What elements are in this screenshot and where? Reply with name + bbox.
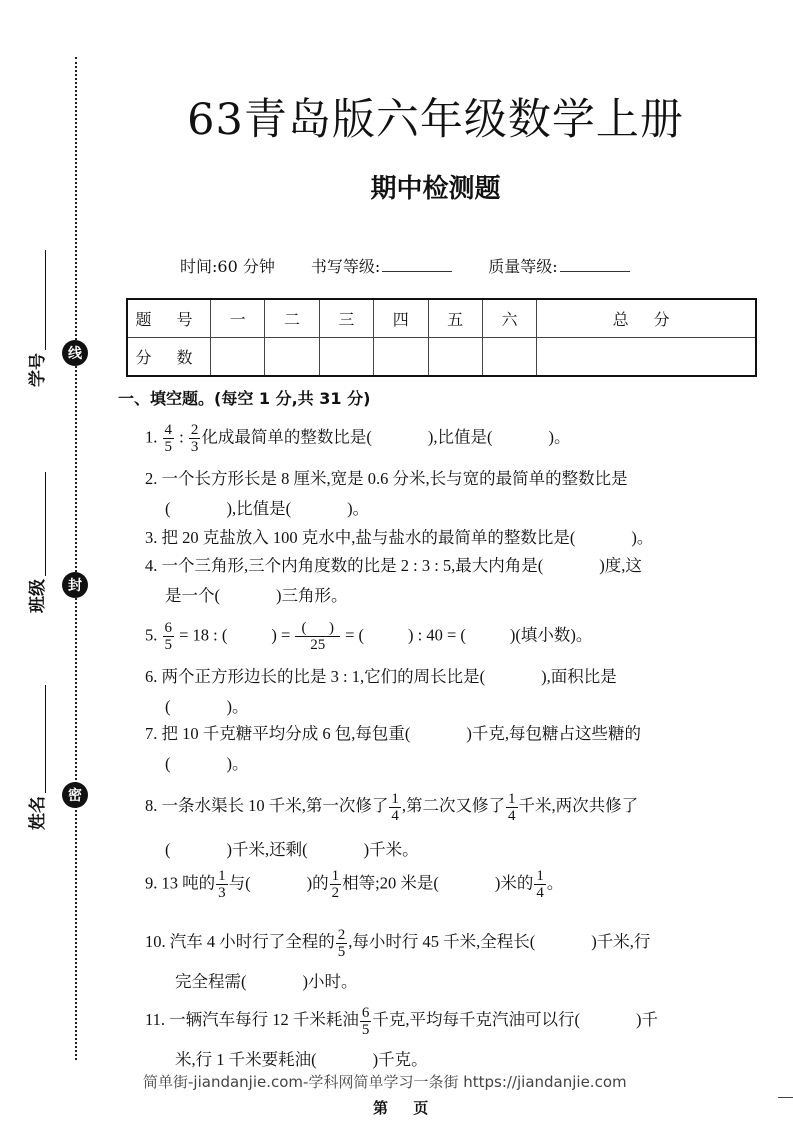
fraction: [534, 868, 546, 901]
numerator: 2: [190, 422, 199, 438]
question-text: 。: [546, 873, 564, 893]
header-cell: 四: [374, 299, 428, 338]
answer-blank[interactable]: [492, 422, 548, 452]
question-text: )米的: [494, 873, 534, 893]
question-6: [145, 662, 770, 722]
answer-blank[interactable]: [171, 749, 227, 779]
answer-blank[interactable]: [220, 581, 276, 611]
question-text: 相等;20 米是(: [342, 873, 439, 893]
answer-blank[interactable]: [308, 831, 364, 869]
question-text: )千克。: [372, 1050, 428, 1069]
seal-char: 线: [68, 346, 82, 362]
denominator: 2: [331, 885, 340, 901]
question-2: [145, 464, 770, 524]
score-row-label: 分 数: [127, 338, 211, 377]
denominator: 3: [190, 439, 199, 455]
question-continuation: [145, 692, 770, 722]
numerator: 1: [391, 790, 399, 807]
numerator: 1: [218, 868, 226, 884]
question-text: )三角形。: [276, 586, 348, 605]
question-text: 4. 一个三角形,三个内角度数的比是 2 : 3 : 5,最大内角是(: [145, 556, 544, 575]
question-text: 与(: [228, 873, 251, 893]
answer-blank[interactable]: [410, 719, 466, 749]
time-limit: 时间:60 分钟: [180, 257, 275, 276]
page-title: 63青岛版六年级数学上册: [187, 95, 684, 145]
section-heading: 一、填空题。(每空 1 分,共 31 分): [118, 389, 371, 408]
numerator: 2: [337, 926, 346, 943]
fraction: [163, 620, 175, 653]
seal-dotted-line: [75, 57, 77, 1060]
header-cell: 一: [211, 299, 265, 338]
fraction: [360, 1005, 372, 1038]
fraction-with-blank[interactable]: [295, 620, 340, 653]
score-cell[interactable]: [537, 338, 756, 377]
question-text: )小时。: [302, 972, 358, 991]
question-3: [145, 523, 770, 553]
denominator: 5: [361, 1021, 370, 1038]
header-cell: 三: [319, 299, 373, 338]
question-text: (: [165, 697, 171, 716]
question-text: 完全程需(: [175, 972, 247, 991]
quality-grade-blank[interactable]: [560, 271, 630, 272]
header-cell: 总 分: [537, 299, 756, 338]
answer-blank[interactable]: [171, 494, 227, 524]
question-text: ),面积比是: [541, 667, 617, 686]
score-cell[interactable]: [428, 338, 482, 377]
question-11: [145, 1000, 770, 1080]
class-underline[interactable]: [45, 472, 46, 576]
question-text: ) =: [271, 625, 291, 645]
seal-badge-secret: [62, 782, 88, 808]
question-text: )千克,每包糖占这些糖的: [466, 724, 641, 743]
student-id-field[interactable]: [20, 250, 50, 390]
question-text: ),比值是(: [427, 427, 493, 447]
question-text: 3. 把 20 克盐放入 100 克水中,盐与盐水的最简单的整数比是(: [145, 528, 576, 547]
score-cell[interactable]: [482, 338, 536, 377]
score-cell[interactable]: [211, 338, 265, 377]
question-text: 2. 一个长方形长是 8 厘米,宽是 0.6 分米,长与宽的最简单的整数比是: [145, 469, 628, 488]
answer-blank[interactable]: [535, 922, 591, 962]
answer-blank[interactable]: [543, 551, 599, 581]
denominator: 25: [310, 637, 326, 653]
denominator: 5: [337, 943, 346, 960]
answer-blank[interactable]: [485, 662, 541, 692]
question-text: ),比值是(: [226, 499, 292, 518]
answer-blank[interactable]: [227, 620, 271, 650]
answer-blank[interactable]: [171, 692, 227, 722]
fraction: [506, 791, 518, 824]
question-text: ,每小时行 45 千米,全程长(: [348, 932, 536, 951]
question-text: = (: [345, 625, 365, 645]
question-text: )。: [548, 427, 571, 447]
denominator: 4: [508, 807, 516, 824]
question-continuation: [145, 581, 770, 611]
watermark: 简单街-jiandanjie.com-学科网简单学习一条街 https://jiandanjie.com: [143, 1073, 627, 1091]
writing-grade-blank[interactable]: [382, 271, 452, 272]
name-field[interactable]: [20, 685, 50, 833]
answer-blank[interactable]: [251, 868, 307, 898]
question-text: 米,行 1 千米要耗油(: [175, 1050, 317, 1069]
question-text: 11. 一辆汽车每行 12 千米耗油: [145, 1010, 359, 1029]
question-text: = 18 : (: [179, 625, 228, 645]
answer-blank[interactable]: [580, 1000, 636, 1040]
name-label: 姓名: [27, 796, 48, 830]
question-text: (: [165, 499, 171, 518]
numerator: 1: [508, 790, 516, 807]
writing-grade: [311, 254, 452, 277]
question-text: 8. 一条水渠长 10 千米,第一次修了: [145, 796, 389, 815]
score-cell[interactable]: [374, 338, 428, 377]
question-text: 9. 13 吨的: [145, 873, 216, 893]
fraction: [336, 927, 348, 960]
fraction: [389, 791, 401, 824]
question-7: [145, 719, 770, 779]
answer-blank[interactable]: [247, 962, 303, 1002]
quality-grade: [488, 254, 629, 277]
answer-blank[interactable]: [439, 868, 495, 898]
answer-blank[interactable]: [364, 620, 408, 650]
numerator-blank[interactable]: ( ): [295, 620, 340, 637]
seal-badge-line: [62, 340, 88, 366]
page-subtitle: 期中检测题: [370, 174, 501, 204]
exam-meta-row: [180, 254, 630, 277]
question-text: 是一个(: [165, 586, 220, 605]
seal-badge-seal: [62, 572, 88, 598]
question-number: 1.: [145, 427, 158, 447]
seal-char: 封: [68, 578, 82, 594]
question-text: )。: [631, 528, 654, 547]
header-cell: 题 号: [127, 299, 211, 338]
question-text: 千克,平均每千克汽油可以行(: [372, 1010, 581, 1029]
header-cell: 五: [428, 299, 482, 338]
fraction: [216, 868, 228, 901]
question-10: [145, 922, 770, 1002]
numerator: 6: [164, 620, 172, 636]
ratio-colon: :: [179, 427, 184, 447]
question-text: ) : 40 = (: [408, 625, 466, 645]
denominator: 4: [391, 807, 399, 824]
question-text: )。: [347, 499, 370, 518]
question-1: [145, 422, 770, 455]
answer-blank[interactable]: [171, 831, 227, 869]
question-continuation: [145, 831, 770, 869]
answer-blank[interactable]: [372, 422, 428, 452]
quality-grade-label: 质量等级:: [488, 257, 558, 276]
question-text: ,第二次又修了: [401, 796, 505, 815]
name-underline[interactable]: [45, 685, 46, 793]
question-text: )(填小数)。: [509, 625, 593, 645]
question-continuation: [145, 749, 770, 779]
score-cell[interactable]: [265, 338, 319, 377]
question-continuation: [145, 962, 770, 1002]
question-text: )。: [226, 697, 249, 716]
header-cell: 二: [265, 299, 319, 338]
seal-char: 密: [68, 788, 82, 804]
question-text: 7. 把 10 千克糖平均分成 6 包,每包重(: [145, 724, 411, 743]
score-cell[interactable]: [319, 338, 373, 377]
class-label: 班级: [27, 579, 48, 613]
question-continuation: [145, 494, 770, 524]
question-5: [145, 620, 770, 653]
answer-blank[interactable]: [575, 523, 631, 553]
question-text: 千米,两次共修了: [518, 796, 639, 815]
question-text: 6. 两个正方形边长的比是 3 : 1,它们的周长比是(: [145, 667, 486, 686]
question-number: 5.: [145, 625, 158, 645]
question-text: (: [165, 840, 171, 859]
question-text: )。: [226, 754, 249, 773]
question-4: [145, 551, 770, 611]
score-table-score-row: [127, 338, 756, 377]
numerator: 1: [536, 868, 544, 884]
question-text: )千: [636, 1010, 659, 1029]
student-id-label: 学号: [27, 353, 48, 387]
question-text: )度,这: [599, 556, 642, 575]
header-cell: 六: [482, 299, 536, 338]
denominator: 5: [164, 439, 172, 455]
student-id-underline[interactable]: [45, 250, 46, 350]
denominator: 5: [164, 637, 172, 653]
numerator: 1: [331, 868, 340, 884]
question-text: )的: [306, 873, 329, 893]
writing-grade-label: 书写等级:: [310, 257, 381, 276]
question-text: )千米,还剩(: [226, 840, 308, 859]
question-text: 10. 汽车 4 小时行了全程的: [145, 932, 335, 951]
question-text: 化成最简单的整数比是(: [201, 427, 372, 447]
score-table-header-row: [127, 299, 756, 338]
page-number-label: 第 页: [373, 1099, 439, 1117]
question-text: )千米,行: [591, 932, 651, 951]
corner-dash: [778, 1097, 793, 1098]
fraction: [330, 868, 342, 901]
score-table: [126, 298, 757, 377]
class-field[interactable]: [20, 472, 50, 616]
fraction: [163, 422, 175, 455]
numerator: 6: [361, 1004, 370, 1021]
fraction: [189, 422, 201, 455]
question-text: )千米。: [363, 840, 419, 859]
denominator: 4: [536, 885, 544, 901]
denominator: 3: [218, 885, 226, 901]
question-text: (: [165, 754, 171, 773]
numerator: 4: [164, 422, 172, 438]
answer-blank[interactable]: [291, 494, 347, 524]
question-9: [145, 868, 770, 901]
answer-blank[interactable]: [466, 620, 510, 650]
question-8: [145, 787, 770, 869]
